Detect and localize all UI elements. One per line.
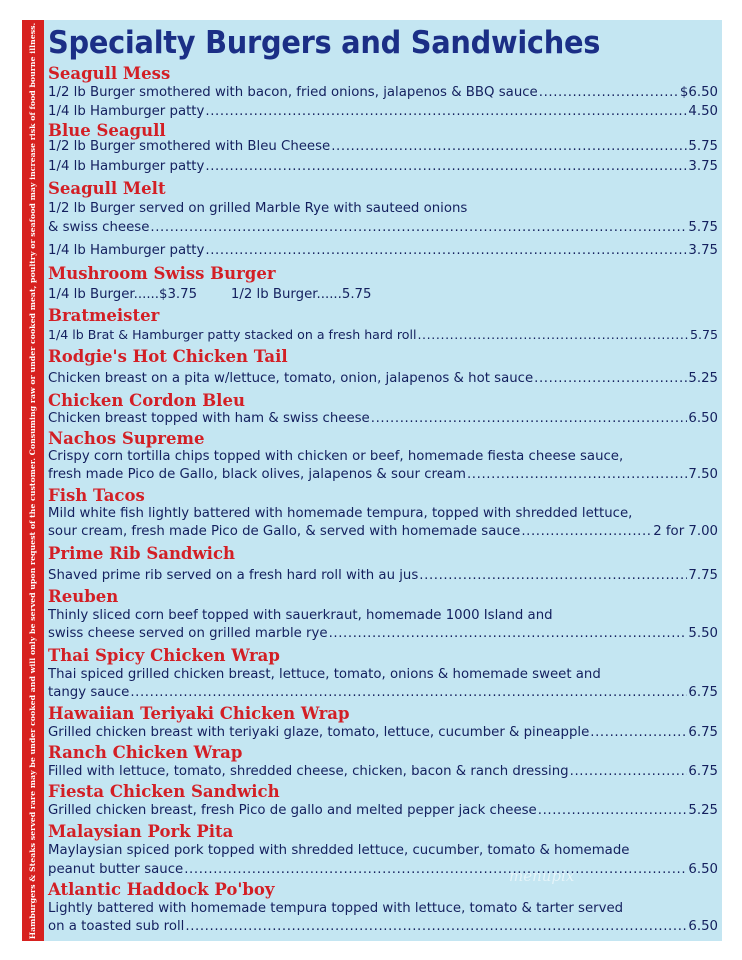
item-description-line bbox=[48, 802, 718, 820]
item-price: 6.75 bbox=[688, 685, 718, 700]
item-price: 4.50 bbox=[688, 104, 718, 119]
item-name: Prime Rib Sandwich bbox=[48, 544, 235, 563]
item-description-line bbox=[48, 684, 718, 702]
dot-leader bbox=[205, 103, 687, 121]
dot-leader bbox=[184, 861, 687, 879]
dot-leader bbox=[331, 138, 687, 156]
description-text: fresh made Pico de Gallo, black olives, jalapenos & sour cream bbox=[48, 467, 466, 482]
description-text: Shaved prime rib served on a fresh hard roll with au jus bbox=[48, 568, 419, 583]
item-description-line bbox=[48, 466, 718, 484]
item-price: $6.50 bbox=[679, 85, 718, 100]
watermark: menupix bbox=[509, 867, 575, 885]
item-name: Fiesta Chicken Sandwich bbox=[48, 782, 280, 801]
item-description-line: Thai spiced grilled chicken breast, lettuce, tomato, onions & homemade sweet and bbox=[48, 667, 601, 682]
description-text: 1/4 lb Hamburger patty bbox=[48, 104, 205, 119]
item-description-line bbox=[48, 84, 718, 102]
description-text: peanut butter sauce bbox=[48, 862, 184, 877]
item-description-line: Maylaysian spiced pork topped with shredded lettuce, cucumber, tomato & homemade bbox=[48, 843, 630, 858]
item-price: 6.75 bbox=[688, 725, 718, 740]
dot-leader bbox=[130, 684, 687, 702]
item-description-line bbox=[48, 918, 718, 936]
dot-leader bbox=[570, 763, 688, 781]
dot-leader bbox=[534, 370, 687, 388]
item-description-line: Mild white fish lightly battered with homemade tempura, topped with shredded lettuce, bbox=[48, 506, 633, 521]
item-description-line bbox=[48, 861, 718, 879]
dot-leader bbox=[590, 724, 687, 742]
item-description-line bbox=[48, 103, 718, 121]
dot-leader bbox=[538, 802, 688, 820]
item-name: Seagull Melt bbox=[48, 179, 166, 198]
dot-leader bbox=[329, 625, 688, 643]
item-description-line bbox=[48, 158, 718, 176]
item-description-line: 1/4 lb Burger......$3.75 1/2 lb Burger......5.75 bbox=[48, 287, 372, 302]
item-description-line bbox=[48, 724, 718, 742]
item-price: 7.50 bbox=[688, 467, 718, 482]
dot-leader bbox=[185, 918, 687, 936]
item-description-line bbox=[48, 370, 718, 388]
item-name: Blue Seagull bbox=[48, 121, 166, 140]
item-price: 6.75 bbox=[688, 764, 718, 779]
item-name: Nachos Supreme bbox=[48, 429, 205, 448]
item-price: 6.50 bbox=[688, 919, 718, 934]
description-text: Chicken breast topped with ham & swiss cheese bbox=[48, 411, 370, 426]
item-price: 5.75 bbox=[689, 327, 718, 342]
item-price: 6.50 bbox=[688, 862, 718, 877]
sidebar-notice-bar bbox=[22, 20, 44, 941]
item-price: 6.50 bbox=[688, 411, 718, 426]
item-price: 5.25 bbox=[688, 803, 718, 818]
item-description-line bbox=[48, 763, 718, 781]
description-text: Grilled chicken breast with teriyaki glaze, tomato, lettuce, cucumber & pineapple bbox=[48, 725, 590, 740]
item-name: Seagull Mess bbox=[48, 64, 171, 83]
item-description-line bbox=[48, 242, 718, 260]
item-price: 5.75 bbox=[688, 139, 718, 154]
item-name: Hawaiian Teriyaki Chicken Wrap bbox=[48, 704, 350, 723]
item-price: 5.75 bbox=[688, 220, 718, 235]
dot-leader bbox=[205, 158, 687, 176]
dot-leader bbox=[419, 567, 687, 585]
description-text: Filled with lettuce, tomato, shredded cheese, chicken, bacon & ranch dressing bbox=[48, 764, 569, 779]
item-name: Atlantic Haddock Po'boy bbox=[48, 880, 275, 899]
dot-leader bbox=[539, 84, 679, 102]
description-text: tangy sauce bbox=[48, 685, 130, 700]
description-text: 1/4 lb Hamburger patty bbox=[48, 159, 205, 174]
description-text: on a toasted sub roll bbox=[48, 919, 185, 934]
item-price: 3.75 bbox=[688, 243, 718, 258]
item-description-line: 1/2 lb Burger served on grilled Marble Rye with sauteed onions bbox=[48, 201, 468, 216]
description-text: & swiss cheese bbox=[48, 220, 150, 235]
item-name: Thai Spicy Chicken Wrap bbox=[48, 646, 280, 665]
description-text: swiss cheese served on grilled marble rye bbox=[48, 626, 328, 641]
item-price: 7.75 bbox=[688, 568, 718, 583]
item-description-line: Lightly battered with homemade tempura topped with lettuce, tomato & tarter served bbox=[48, 901, 624, 916]
item-price: 2 for 7.00 bbox=[653, 524, 718, 539]
item-description-line bbox=[48, 523, 718, 541]
item-description-line: Crispy corn tortilla chips topped with chicken or beef, homemade fiesta cheese sauce, bbox=[48, 449, 624, 464]
item-name: Reuben bbox=[48, 587, 119, 606]
item-description-line bbox=[48, 219, 718, 237]
description-text: 1/2 lb Burger smothered with Bleu Cheese bbox=[48, 139, 331, 154]
item-description-line bbox=[48, 138, 718, 156]
description-text: Chicken breast on a pita w/lettuce, tomato, onion, jalapenos & hot sauce bbox=[48, 371, 534, 386]
dot-leader bbox=[521, 523, 652, 541]
description-text: 1/2 lb Burger smothered with bacon, fried onions, jalapenos & BBQ sauce bbox=[48, 85, 538, 100]
dot-leader bbox=[467, 466, 687, 484]
item-price: 5.50 bbox=[688, 626, 718, 641]
page-title: Specialty Burgers and Sandwiches bbox=[48, 25, 601, 61]
item-description-line bbox=[48, 326, 718, 344]
item-name: Chicken Cordon Bleu bbox=[48, 391, 245, 410]
item-description-line bbox=[48, 567, 718, 585]
item-price: 3.75 bbox=[688, 159, 718, 174]
item-name: Mushroom Swiss Burger bbox=[48, 264, 276, 283]
dot-leader bbox=[371, 410, 688, 428]
item-name: Rodgie's Hot Chicken Tail bbox=[48, 347, 288, 366]
description-text: sour cream, fresh made Pico de Gallo, & served with homemade sauce bbox=[48, 524, 521, 539]
item-name: Fish Tacos bbox=[48, 486, 145, 505]
item-description-line: Thinly sliced corn beef topped with sauerkraut, homemade 1000 Island and bbox=[48, 608, 553, 623]
item-description-line bbox=[48, 410, 718, 428]
description-text: 1/4 lb Brat & Hamburger patty stacked on a fresh hard roll bbox=[48, 327, 417, 342]
dot-leader bbox=[205, 242, 687, 260]
dot-leader bbox=[417, 326, 689, 344]
description-text: 1/4 lb Hamburger patty bbox=[48, 243, 205, 258]
item-price: 5.25 bbox=[688, 371, 718, 386]
dot-leader bbox=[150, 219, 687, 237]
item-name: Bratmeister bbox=[48, 306, 160, 325]
food-safety-notice: Hamburgers & Steaks served rare may be under cooked and will only be served upon request of the customer. Consuming raw or under cooked meat, poultry or seafood may increase risk of food bourne illness. bbox=[28, 22, 37, 939]
item-name: Malaysian Pork Pita bbox=[48, 822, 234, 841]
description-text: Grilled chicken breast, fresh Pico de gallo and melted pepper jack cheese bbox=[48, 803, 537, 818]
item-name: Ranch Chicken Wrap bbox=[48, 743, 243, 762]
item-description-line bbox=[48, 625, 718, 643]
